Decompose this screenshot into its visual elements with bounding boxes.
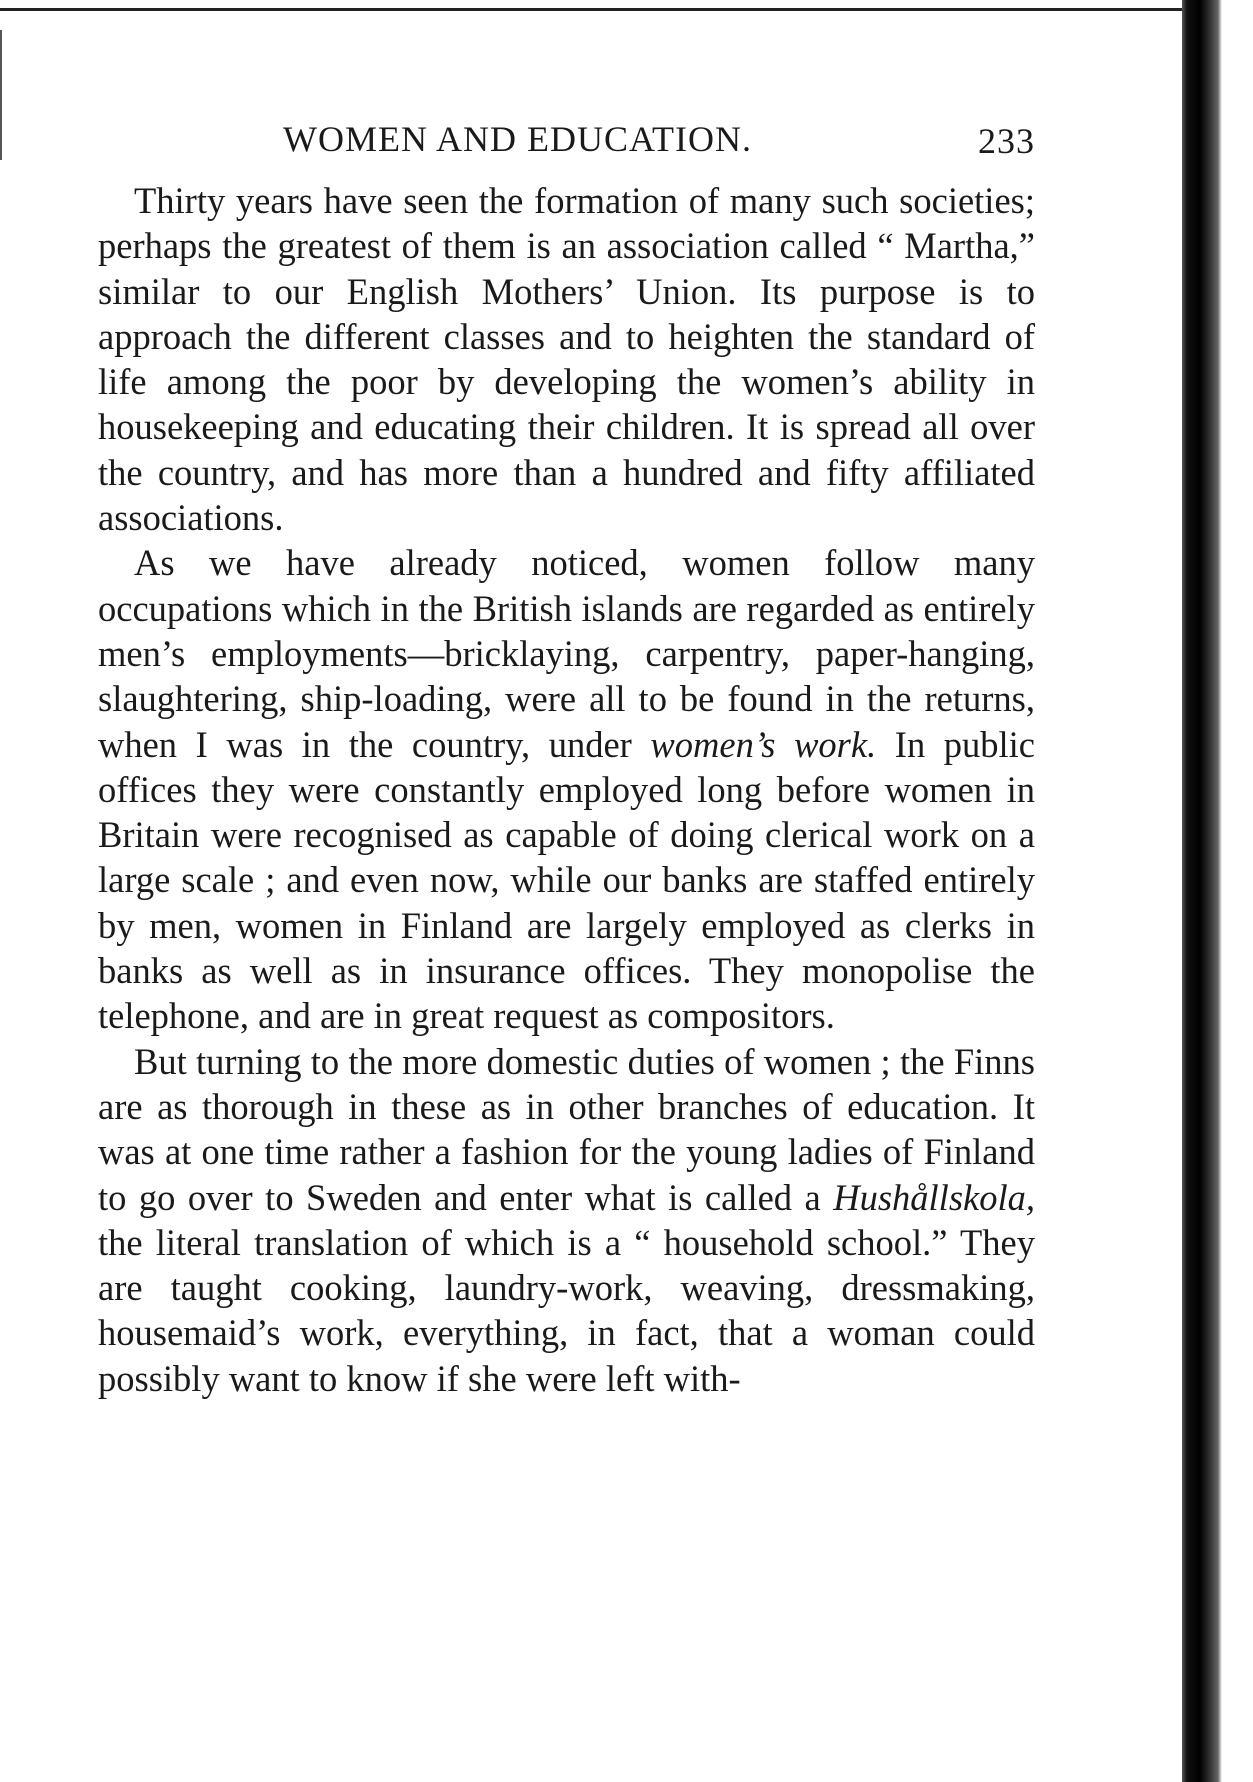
- page-binding-edge: [1182, 0, 1222, 1782]
- page-header: [98, 118, 1035, 178]
- paragraph-3-text-a: But turning to the more domestic duties of women ; the Finns are as thorough in these as in other branches of education. It was at one time rather a fashion for the young ladies of Finland to go over to Sweden and enter what is called a: [98, 1040, 1035, 1218]
- paragraph-3-text-b: the literal translation of which is a “ household school.” They are taught cooking, laundry-work, weaving, dressmaking, housemaid’s work, everything, in fact, that a woman could possibly want to know if she were left with-: [98, 1221, 1035, 1399]
- left-scan-mark: [0, 30, 2, 160]
- paragraph-2: [98, 540, 1035, 1038]
- paragraph-3: [98, 1039, 1035, 1401]
- running-title: WOMEN AND EDUCATION.: [283, 119, 752, 159]
- paragraph-2-emphasis: women’s work.: [650, 723, 877, 765]
- paragraph-2-text-b: In public offices they were constantly employed long before women in Britain were recognised as capable of doing clerical work on a large scale ; and even now, while our banks are staffed entirely by men, women in Finland are largely employed as clerks in banks as well as in insurance offices. They monopolise the telephone, and are in great request as compositors.: [98, 723, 1036, 1037]
- paragraph-3-emphasis: Hushållskola,: [833, 1176, 1035, 1218]
- book-page: [98, 118, 1035, 1401]
- page-number: 233: [978, 121, 1035, 161]
- paragraph-2-text-a: As we have already noticed, women follow many occupations which in the British islands are regarded as entirely men’s employments—bricklaying, carpentry, paper-hanging, slaughtering, ship-loading, were all to be found in the returns, when I was in the country, under: [98, 542, 1035, 765]
- top-scan-border: [0, 8, 1185, 11]
- paragraph-1: Thirty years have seen the formation of many such societies; perhaps the greatest of them is an association called “ Martha,” similar to our English Mothers’ Union. Its purpose is to approach the different classes and to heighten the standard of life among the poor by developing the women’s ability in housekeeping and educating their children. It is spread all over the country, and has more than a hundred and fifty affiliated associations.: [98, 180, 1035, 539]
